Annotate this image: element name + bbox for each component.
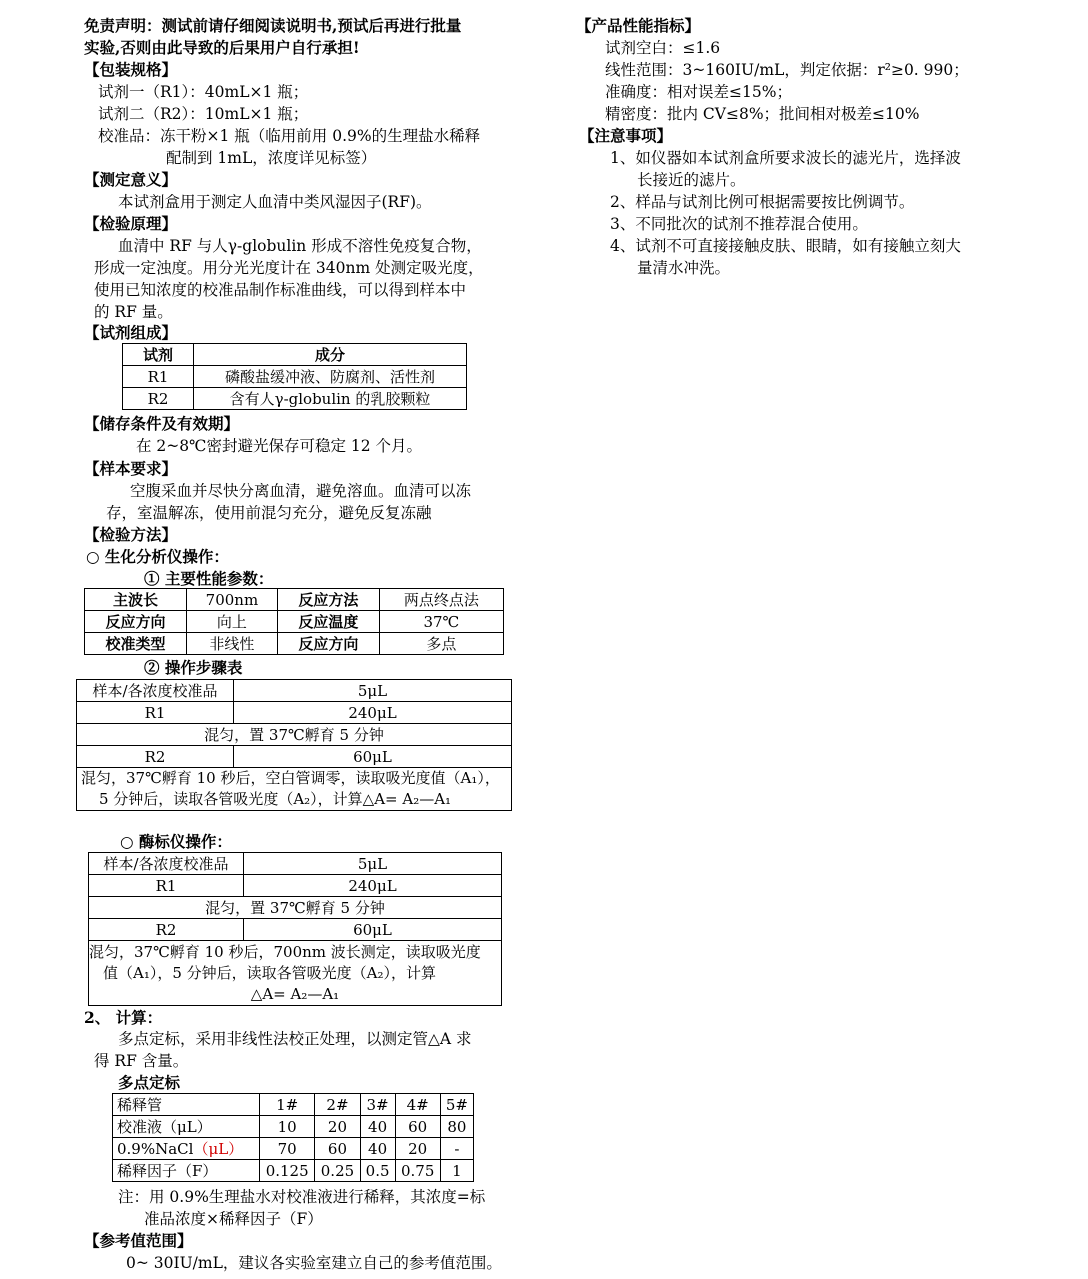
- table-header: 试剂: [123, 344, 194, 366]
- cell-text: △A= A₂—A₁: [250, 984, 340, 1003]
- text-line: 形成一定浊度。用分光光度计在 340nm 处测定吸光度，: [94, 259, 484, 277]
- section-heading: 【样本要求】: [84, 459, 178, 478]
- table-cell: R2: [123, 388, 194, 410]
- cell-text: 混匀，37℃孵育 10 秒后，空白管调零，读取吸光度值（A₁），: [81, 769, 500, 787]
- table-cell: 样本/各浓度校准品: [77, 680, 234, 702]
- composition-table: [122, 343, 467, 410]
- table-cell: 20: [395, 1138, 440, 1160]
- table-cell: [77, 768, 512, 811]
- table-cell: 80: [440, 1116, 473, 1138]
- table-cell: -: [440, 1138, 473, 1160]
- text-line: 在 2~8℃密封避光保存可稳定 12 个月。: [136, 437, 423, 455]
- table-cell: 60: [315, 1138, 360, 1160]
- table-cell: 700nm: [186, 589, 277, 611]
- table-cell: 磷酸盐缓冲液、防腐剂、活性剂: [194, 366, 467, 388]
- text-line: 准确度：相对误差≤15%；: [605, 83, 792, 101]
- table-cell: 稀释因子（F）: [113, 1160, 260, 1182]
- text-line: 使用已知浓度的校准品制作标准曲线，可以得到样本中: [94, 281, 467, 299]
- text-line: 本试剂盒用于测定人血清中类风湿因子(RF)。: [118, 193, 432, 211]
- table-cell: 0.75: [395, 1160, 440, 1182]
- text-line: 注：用 0.9%生理盐水对校准液进行稀释，其浓度=标: [118, 1188, 486, 1206]
- section-heading: 【注意事项】: [579, 126, 673, 145]
- table-cell: 向上: [186, 611, 277, 633]
- table-cell: 70: [260, 1138, 315, 1160]
- table-cell: 校准液（μL）: [113, 1116, 260, 1138]
- text-line: 血清中 RF 与人γ-globulin 形成不溶性免疫复合物，: [118, 237, 482, 255]
- text-line: 准品浓度×稀释因子（F）: [144, 1210, 323, 1228]
- subheading: ○ 生化分析仪操作：: [86, 547, 229, 566]
- text-line: 存，室温解冻，使用前混匀充分，避免反复冻融: [106, 504, 432, 522]
- disclaimer-line-1: 免责声明：测试前请仔细阅读说明书,预试后再进行批量: [84, 16, 462, 35]
- table-cell: 4#: [395, 1094, 440, 1116]
- table-cell: 含有人γ-globulin 的乳胶颗粒: [194, 388, 467, 410]
- cell-text: （μL）: [193, 1139, 244, 1158]
- table-cell: 校准类型: [85, 633, 187, 655]
- text-line: 校准品：冻干粉×1 瓶（临用前用 0.9%的生理盐水稀释: [98, 127, 481, 145]
- table-cell: 40: [360, 1138, 395, 1160]
- subheading: ① 主要性能参数：: [144, 569, 274, 588]
- section-heading: 【检验原理】: [84, 214, 178, 233]
- cell-text: 5 分钟后，读取各管吸光度（A₂），计算△A= A₂—A₁: [99, 790, 452, 808]
- text-line: 4、试剂不可直接接触皮肤、眼睛，如有接触立刻大: [610, 237, 961, 255]
- cell-text: 0.9%NaCl: [117, 1139, 194, 1158]
- steps-table: [76, 679, 512, 811]
- table-cell: 混匀，置 37℃孵育 5 分钟: [89, 897, 502, 919]
- elisa-steps-table: [88, 852, 502, 1006]
- text-line: 配制到 1mL，浓度详见标签）: [166, 149, 377, 167]
- text-line: 线性范围：3~160IU/mL，判定依据：r²≥0. 990；: [605, 61, 969, 79]
- text-line: 2、样品与试剂比例可根据需要按比例调节。: [610, 193, 915, 211]
- table-cell: 1: [440, 1160, 473, 1182]
- text-line: 精密度：批内 CV≤8%；批间相对极差≤10%: [605, 105, 920, 123]
- table-cell: 240μL: [244, 875, 502, 897]
- text-line: 0~ 30IU/mL，建议各实验室建立自己的参考值范围。: [126, 1254, 502, 1272]
- section-heading: 【产品性能指标】: [576, 16, 701, 35]
- section-heading: 【参考值范围】: [84, 1231, 193, 1250]
- table-cell: 20: [315, 1116, 360, 1138]
- table-cell: 2#: [315, 1094, 360, 1116]
- text-line: 量清水冲洗。: [637, 259, 731, 277]
- disclaimer-line-2: 实验,否则由此导致的后果用户自行承担!: [84, 38, 360, 57]
- table-cell: 0.25: [315, 1160, 360, 1182]
- table-header: 成分: [194, 344, 467, 366]
- text-line: 多点定标，采用非线性法校正处理，以测定管△A 求: [118, 1030, 472, 1048]
- table-cell: [113, 1138, 260, 1160]
- calibration-table: [112, 1093, 474, 1182]
- table-cell: 多点: [379, 633, 503, 655]
- cell-text: 混匀，37℃孵育 10 秒后，700nm 波长测定，读取吸光度: [89, 942, 481, 961]
- table-cell: 60μL: [234, 746, 512, 768]
- table-cell: 5#: [440, 1094, 473, 1116]
- table-cell: 60μL: [244, 919, 502, 941]
- table-cell: 1#: [260, 1094, 315, 1116]
- subheading: ② 操作步骤表: [144, 658, 243, 677]
- section-heading: 【包装规格】: [84, 60, 178, 79]
- table-cell: 混匀，置 37℃孵育 5 分钟: [77, 724, 512, 746]
- table-cell: 10: [260, 1116, 315, 1138]
- params-table: [84, 588, 504, 655]
- table-cell: R2: [89, 919, 244, 941]
- table-cell: 样本/各浓度校准品: [89, 853, 244, 875]
- section-heading: 【检验方法】: [84, 525, 178, 544]
- table-cell: 0.5: [360, 1160, 395, 1182]
- table-cell: 反应温度: [277, 611, 379, 633]
- table-cell: R1: [89, 875, 244, 897]
- table-cell: R1: [123, 366, 194, 388]
- table-cell: 非线性: [186, 633, 277, 655]
- text-line: 试剂一（R1）：40mL×1 瓶；: [98, 83, 309, 101]
- table-cell: 240μL: [234, 702, 512, 724]
- table-cell: 5μL: [234, 680, 512, 702]
- table-cell: 反应方向: [85, 611, 187, 633]
- table-cell: 37℃: [379, 611, 503, 633]
- table-cell: 60: [395, 1116, 440, 1138]
- text-line: 3、不同批次的试剂不推荐混合使用。: [610, 215, 868, 233]
- table-cell: [89, 941, 502, 1006]
- subheading: 多点定标: [118, 1073, 181, 1092]
- text-line: 试剂空白：≤1.6: [605, 39, 721, 57]
- table-cell: 稀释管: [113, 1094, 260, 1116]
- table-cell: R2: [77, 746, 234, 768]
- section-heading: 【储存条件及有效期】: [84, 414, 240, 433]
- table-cell: 5μL: [244, 853, 502, 875]
- cell-text: 值（A₁），5 分钟后，读取各管吸光度（A₂），计算: [103, 963, 437, 982]
- table-cell: 40: [360, 1116, 395, 1138]
- table-cell: 0.125: [260, 1160, 315, 1182]
- text-line: 1、如仪器如本试剂盒所要求波长的滤光片，选择波: [610, 149, 961, 167]
- text-line: 空腹采血并尽快分离血清，避免溶血。血清可以冻: [130, 482, 472, 500]
- subheading: ○ 酶标仪操作：: [120, 832, 232, 851]
- table-cell: 反应方向: [277, 633, 379, 655]
- table-cell: 反应方法: [277, 589, 379, 611]
- table-cell: 两点终点法: [379, 589, 503, 611]
- text-line: 长接近的滤片。: [637, 171, 746, 189]
- section-heading: 【测定意义】: [84, 170, 178, 189]
- section-heading: 【试剂组成】: [84, 323, 178, 342]
- table-cell: 3#: [360, 1094, 395, 1116]
- text-line: 得 RF 含量。: [94, 1052, 189, 1070]
- subheading: 2、 计算：: [84, 1008, 163, 1027]
- text-line: 的 RF 量。: [94, 303, 173, 321]
- table-cell: R1: [77, 702, 234, 724]
- text-line: 试剂二（R2）：10mL×1 瓶；: [98, 105, 309, 123]
- table-cell: 主波长: [85, 589, 187, 611]
